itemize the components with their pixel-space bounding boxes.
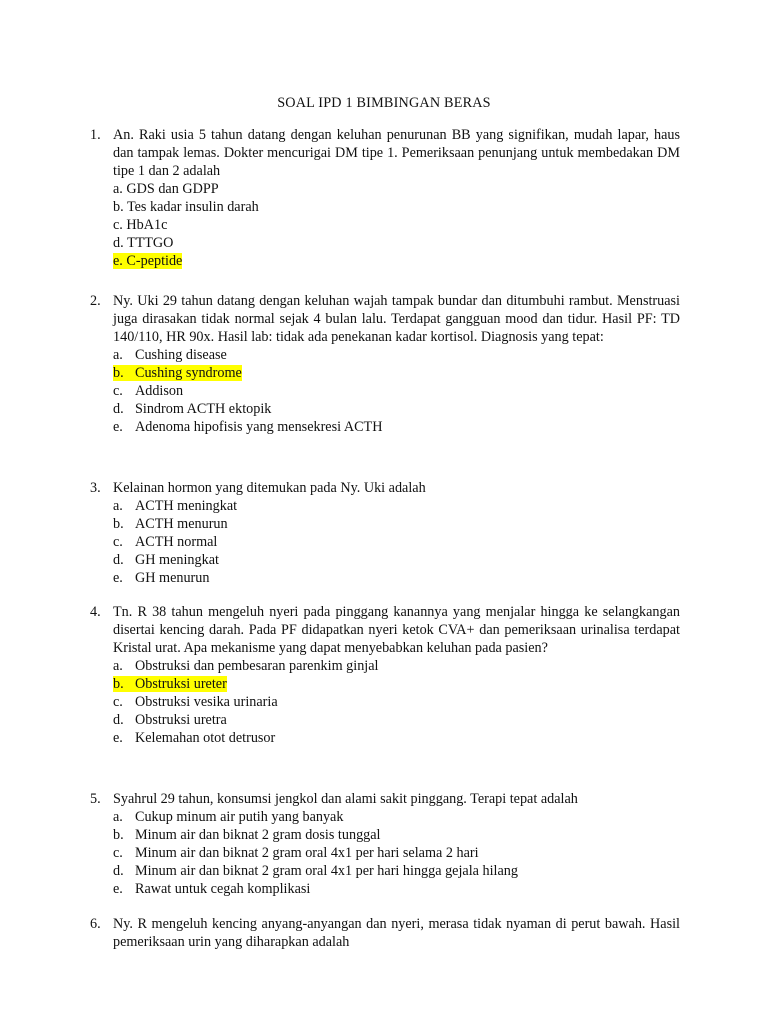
page-title: SOAL IPD 1 BIMBINGAN BERAS xyxy=(277,95,491,111)
question-stem: Ny. Uki 29 tahun datang dengan keluhan wajah tampak bundar dan ditumbuhi rambut. Menstruasi juga dirasakan tidak normal sejak 4 bulan lalu. Terdapat gangguan mood dan tidur. Hasil PF: TD 140/110, HR 90x. Hasil lab: tidak ada penekanan kadar kortisol. Diagnosis yang tepat: xyxy=(113,293,680,345)
option-c: c. ACTH normal xyxy=(113,534,218,550)
option-a: a. ACTH meningkat xyxy=(113,498,238,514)
question-stem: Tn. R 38 tahun mengeluh nyeri pada pinggang kanannya yang menjalar hingga ke selangkangan disertai kencing darah. Pada PF didapatkan nyeri ketok CVA+ dan pemeriksaan urinalisa terdapat Kristal urat. Apa mekanisme yang dapat menyebabkan keluhan pada pasien? xyxy=(113,604,680,656)
question-number: 2. xyxy=(90,293,101,309)
question-number: 4. xyxy=(90,604,101,620)
option-b: b. Minum air dan biknat 2 gram dosis tunggal xyxy=(113,827,381,843)
question-number: 5. xyxy=(90,791,101,807)
question-number: 3. xyxy=(90,480,101,496)
option-e: e. Rawat untuk cegah komplikasi xyxy=(113,881,311,897)
question-number: 1. xyxy=(90,127,101,143)
option-c: c. Obstruksi vesika urinaria xyxy=(113,694,278,710)
option-a: a. Cushing disease xyxy=(113,347,227,363)
option-d: d. Obstruksi uretra xyxy=(113,712,227,728)
question-number: 6. xyxy=(90,916,101,932)
option-d: d. GH meningkat xyxy=(113,552,219,568)
question-stem: Syahrul 29 tahun, konsumsi jengkol dan alami sakit pinggang. Terapi tepat adalah xyxy=(113,791,578,807)
option-e-answer: e. C-peptide xyxy=(113,253,183,269)
option-b: b. ACTH menurun xyxy=(113,516,228,532)
option-d: d. Sindrom ACTH ektopik xyxy=(113,401,272,417)
option-e: e. Adenoma hipofisis yang mensekresi ACTH xyxy=(113,419,383,435)
option-e: e. Kelemahan otot detrusor xyxy=(113,730,276,746)
question-1 xyxy=(90,126,680,270)
question-2 xyxy=(90,292,680,436)
question-6 xyxy=(90,915,680,951)
option-a: a. GDS dan GDPP xyxy=(113,181,219,197)
option-b-answer: b. Obstruksi ureter xyxy=(113,676,227,692)
question-3 xyxy=(90,479,680,587)
option-c: c. HbA1c xyxy=(113,217,168,233)
option-d: d. TTTGO xyxy=(113,235,174,251)
option-e: e. GH menurun xyxy=(113,570,210,586)
question-5 xyxy=(90,790,680,898)
option-d: d. Minum air dan biknat 2 gram oral 4x1 per hari hingga gejala hilang xyxy=(113,863,518,879)
question-stem: Ny. R mengeluh kencing anyang-anyangan dan nyeri, merasa tidak nyaman di perut bawah. Hasil pemeriksaan urin yang diharapkan adalah xyxy=(113,916,680,950)
option-a: a. Cukup minum air putih yang banyak xyxy=(113,809,344,825)
option-c: c. Minum air dan biknat 2 gram oral 4x1 per hari selama 2 hari xyxy=(113,845,479,861)
option-c: c. Addison xyxy=(113,383,184,399)
question-4 xyxy=(90,603,680,747)
question-stem: Kelainan hormon yang ditemukan pada Ny. Uki adalah xyxy=(113,480,426,496)
option-b: b. Tes kadar insulin darah xyxy=(113,199,259,215)
question-stem: An. Raki usia 5 tahun datang dengan keluhan penurunan BB yang signifikan, mudah lapar, haus dan tampak lemas. Dokter mencurigai DM tipe 1. Pemeriksaan penunjang untuk membedakan DM tipe 1 dan 2 adalah xyxy=(113,127,680,179)
option-b-answer: b. Cushing syndrome xyxy=(113,365,242,381)
option-a: a. Obstruksi dan pembesaran parenkim ginjal xyxy=(113,658,379,674)
